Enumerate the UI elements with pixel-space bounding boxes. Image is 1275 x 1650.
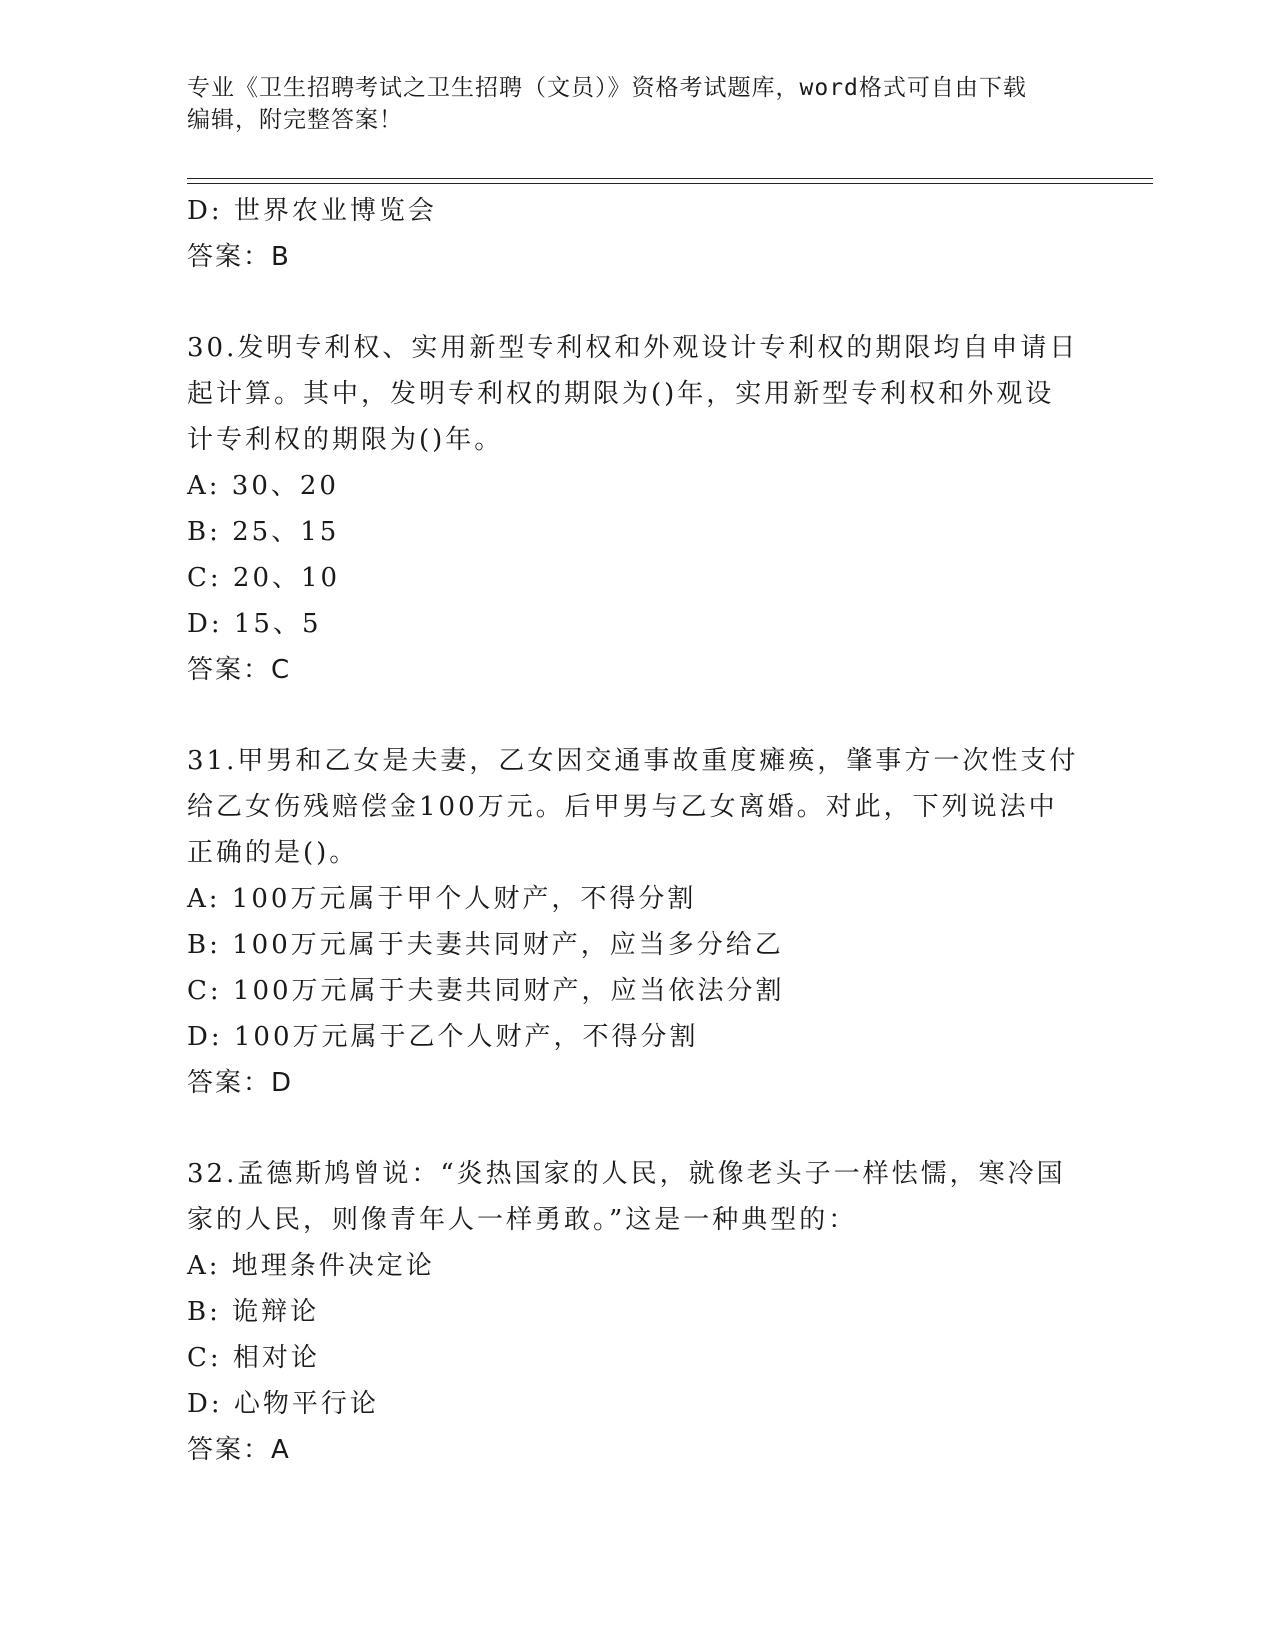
question-text-line: 30.发明专利权、实用新型专利权和外观设计专利权的期限均自申请日 — [187, 333, 1079, 363]
question-text-line: 给乙女伤残赔偿金100万元。后甲男与乙女离婚。对此，下列说法中 — [187, 792, 1058, 822]
question-31 — [187, 738, 1087, 1106]
document-header — [187, 72, 1087, 136]
question-list — [187, 188, 1087, 1473]
question-text-line: 32.孟德斯鸠曾说：“炎热国家的人民，就像老头子一样怯懦，寒冷国 — [187, 1159, 1066, 1189]
answer: 答案：B — [187, 242, 291, 272]
header-rule-bottom — [187, 183, 1153, 184]
option-c: C: 相对论 — [187, 1343, 320, 1373]
option-b: B: 25、15 — [187, 517, 340, 547]
header-rule-top — [187, 178, 1153, 179]
question-text-line: 家的人民，则像青年人一样勇敢。”这是一种典型的： — [187, 1205, 858, 1235]
question-text-line: 正确的是()。 — [187, 838, 359, 868]
header-line-1: 专业《卫生招聘考试之卫生招聘（文员）》资格考试题库，word格式可自由下载 — [187, 75, 1027, 101]
option-d: D: 100万元属于乙个人财产，不得分割 — [187, 1022, 699, 1052]
question-32 — [187, 1151, 1087, 1473]
option-b: B: 诡辩论 — [187, 1297, 320, 1327]
option-c: C: 100万元属于夫妻共同财产，应当依法分割 — [187, 976, 785, 1006]
answer: 答案：A — [187, 1435, 291, 1465]
spacer — [187, 693, 1087, 738]
question-text-line: 起计算。其中，发明专利权的期限为()年，实用新型专利权和外观设 — [187, 379, 1055, 409]
option-a: A: 30、20 — [187, 471, 339, 501]
answer: 答案：D — [187, 1068, 294, 1098]
option-a: A: 地理条件决定论 — [187, 1251, 435, 1281]
question-30 — [187, 325, 1087, 693]
option-d: D: 世界农业博览会 — [187, 196, 437, 226]
spacer — [187, 1106, 1087, 1151]
spacer — [187, 280, 1087, 325]
option-d: D: 心物平行论 — [187, 1389, 379, 1419]
option-b: B: 100万元属于夫妻共同财产，应当多分给乙 — [187, 930, 784, 960]
header-line-2: 编辑，附完整答案！ — [187, 107, 403, 133]
option-d: D: 15、5 — [187, 609, 322, 639]
option-a: A: 100万元属于甲个人财产，不得分割 — [187, 884, 697, 914]
option-c: C: 20、10 — [187, 563, 341, 593]
question-text-line: 计专利权的期限为()年。 — [187, 425, 504, 455]
answer: 答案：C — [187, 655, 292, 685]
question-text-line: 31.甲男和乙女是夫妻，乙女因交通事故重度瘫痪，肇事方一次性支付 — [187, 746, 1079, 776]
